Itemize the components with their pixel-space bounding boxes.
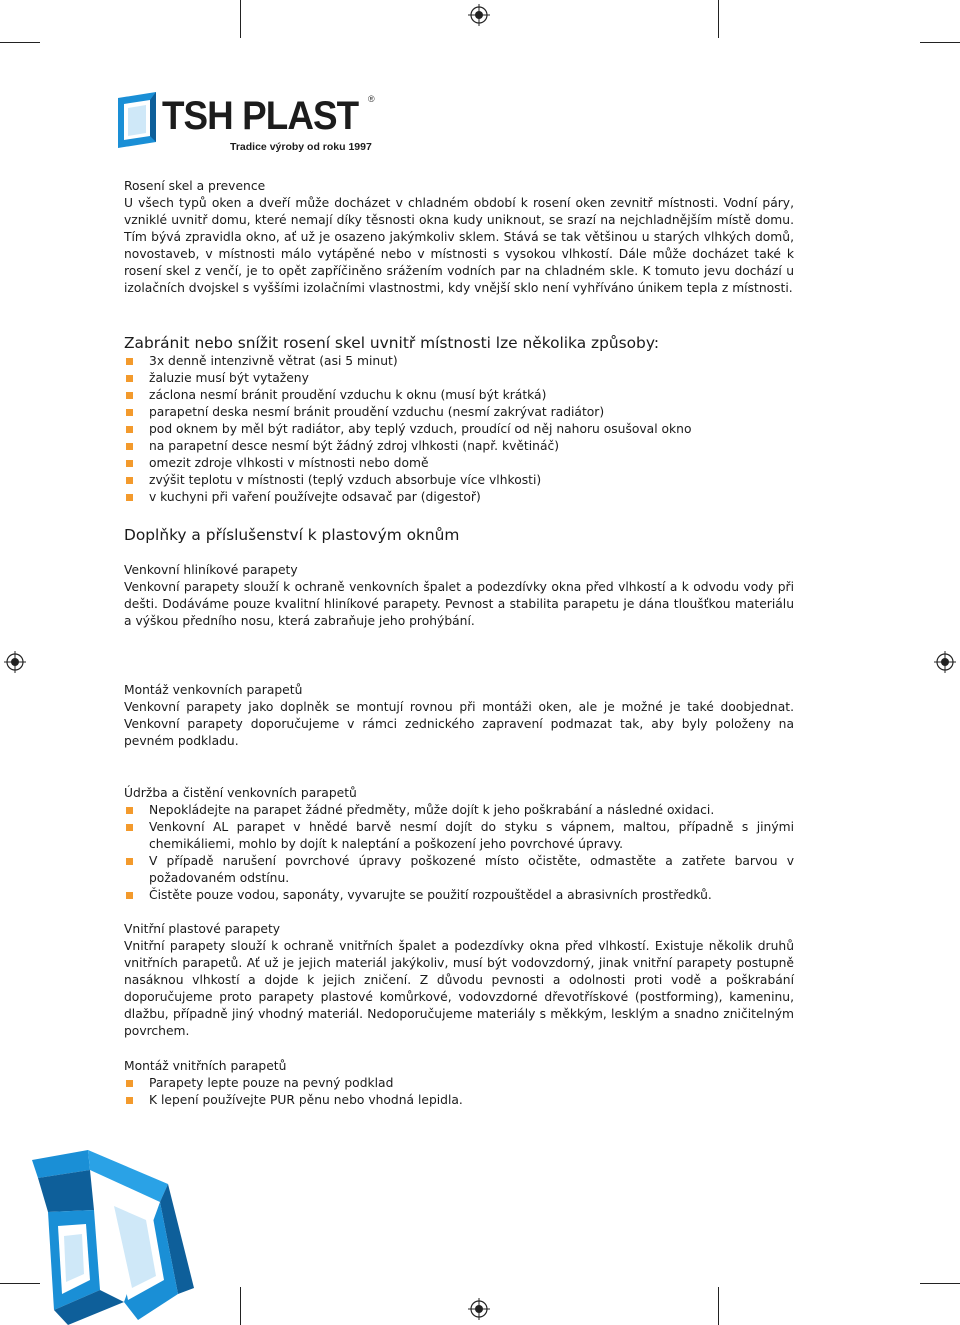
list-item: v kuchyni při vaření používejte odsavač par (digestoř) [124,489,794,506]
outer-install-paragraph: Venkovní parapety jako doplněk se montují rovnou při montáži oken, ale je možné je také doobjednat. Venkovní parapety doporučujeme v rámci zednického zapravení podmazat tak, aby byly položeny na pevném podkladu. [124,700,794,748]
outer-sills-heading: Venkovní hliníkové parapety [124,563,298,577]
registered-mark: ® [368,94,375,104]
list-item: pod oknem by měl být radiátor, aby teplý vzduch, proudící od něj nahoru osušoval okno [124,421,794,438]
logo-wordmark: TSH PLAST [162,94,359,138]
list-item: omezit zdroje vlhkosti v místnosti nebo domě [124,455,794,472]
maintenance-list [124,802,794,904]
list-item: Parapety lepte pouze na pevný podklad [124,1075,794,1092]
crop-mark-right-top [920,42,960,43]
inner-sills-heading: Vnitřní plastové parapety [124,922,281,936]
registration-mark-icon [934,651,956,673]
logo-tagline: Tradice výroby od roku 1997 [230,141,372,153]
crop-mark-bottom-right [718,1287,719,1325]
prevention-list [124,353,794,506]
inner-install-heading: Montáž vnitřních parapetů [124,1059,287,1073]
list-item: zvýšit teplotu v místnosti (teplý vzduch absorbuje více vlhkosti) [124,472,794,489]
crop-mark-right-bottom [920,1283,960,1284]
intro-paragraph: U všech typů oken a dveří může docházet v chladném období k rosení oken zevnitř místnosti. Vodní páry, vzniklé uvnitř domu, které nemají díky těsnosti okna kudy uniknout, se srazí na nejchladnějším místě domu. Tím bývá zpravidla okno, ať už je osazeno jakýmkoliv sklem. Stává se tak většinou u starých vlhkých domů, novostaveb, v místnosti málo vytápěné nebo v místnosti s vysokou vlhkostí. Dále může docházet také k rosení skel z venčí, je to opět zapříčiněno srážením vodních par na chladném skle. K tomuto jevu dochází u izolačních dvojskel s vyššími izolačními vlastnostmi, kdy vnější sklo není vyhříváno únikem tepla z místnosti. [124,196,794,295]
list-item: parapetní deska nesmí bránit proudění vzduchu (nesmí zakrývat radiátor) [124,404,794,421]
accessories-heading: Doplňky a příslušenství k plastovým oknům [124,526,460,544]
list-item: 3x denně intenzivně větrat (asi 5 minut) [124,353,794,370]
registration-mark-icon [4,651,26,673]
list-item: Nepokládejte na parapet žádné předměty, může dojít k jeho poškrabání a následné oxidaci. [124,802,794,819]
inner-sills-paragraph: Vnitřní parapety slouží k ochraně vnitřních špalet a podezdívky okna před vlhkostí. Existuje několik druhů vnitřních parapetů. Ať už je jejich materiál jakýkoliv, musí být vodovzdorný, jinak vnitřní parapety postupně nasáknou vlhkostí a dojde k jejich zničení. Z důvodu pevnosti a odolnosti proti vodě a poškrabání doporučujeme proto parapety plastové komůrkové, vodovzdorné dřevotřískové (postforming), kameninu, dlažbu, případně jiný vhodný materiál. Nedoporučujeme materiály s měkkým, lesklým a snadno zničitelným povrchem. [124,939,794,1038]
list-item: Venkovní AL parapet v hnědé barvě nesmí dojít do styku s vápnem, maltou, případně s jinými chemikáliemi, mohlo by dojít k naleptání a poškození jeho povrchové úpravy. [124,819,794,853]
crop-mark-top-right [718,0,719,38]
accessories-section [124,525,794,545]
decorative-window-frame-icon [28,1150,198,1325]
window-frame-logo-icon [116,92,160,148]
list-item: Čistěte pouze vodou, saponáty, vyvarujte se použití rozpouštědel a abrasivních prostředků. [124,887,794,904]
crop-mark-left-top [0,42,40,43]
intro-heading: Rosení skel a prevence [124,179,266,193]
prevention-heading: Zabránit nebo snížit rosení skel uvnitř místnosti lze několika způsoby: [124,334,660,352]
crop-mark-bottom-left [240,1287,241,1325]
registration-mark-icon [468,4,490,26]
list-item: žaluzie musí být vytaženy [124,370,794,387]
list-item: záclona nesmí bránit proudění vzduchu k oknu (musí být krátká) [124,387,794,404]
list-item: K lepení používejte PUR pěnu nebo vhodná lepidla. [124,1092,794,1109]
intro-section [124,178,794,297]
registration-mark-icon [468,1298,490,1320]
maintenance-heading: Údržba a čistění venkovních parapetů [124,786,357,800]
list-item: na parapetní desce nesmí být žádný zdroj vlhkosti (např. květináč) [124,438,794,455]
company-logo [116,92,386,156]
outer-install-heading: Montáž venkovních parapetů [124,683,303,697]
crop-mark-top-left [240,0,241,38]
outer-sills-section [124,562,794,630]
inner-install-section [124,1058,794,1109]
outer-install-section [124,682,794,750]
inner-sills-section [124,921,794,1040]
maintenance-section [124,785,794,904]
list-item: V případě narušení povrchové úpravy poškozené místo očistěte, odmastěte a zatřete barvou v požadovaném odstínu. [124,853,794,887]
outer-sills-paragraph: Venkovní parapety slouží k ochraně venkovních špalet a podezdívky okna před vlhkostí a k odvodu vody při dešti. Dodáváme pouze kvalitní hliníkové parapety. Pevnost a stabilita parapetu je dána tloušťkou materiálu a výškou předního nosu, která zabraňuje jeho prohýbání. [124,580,794,628]
inner-install-list [124,1075,794,1109]
prevention-section [124,333,794,506]
